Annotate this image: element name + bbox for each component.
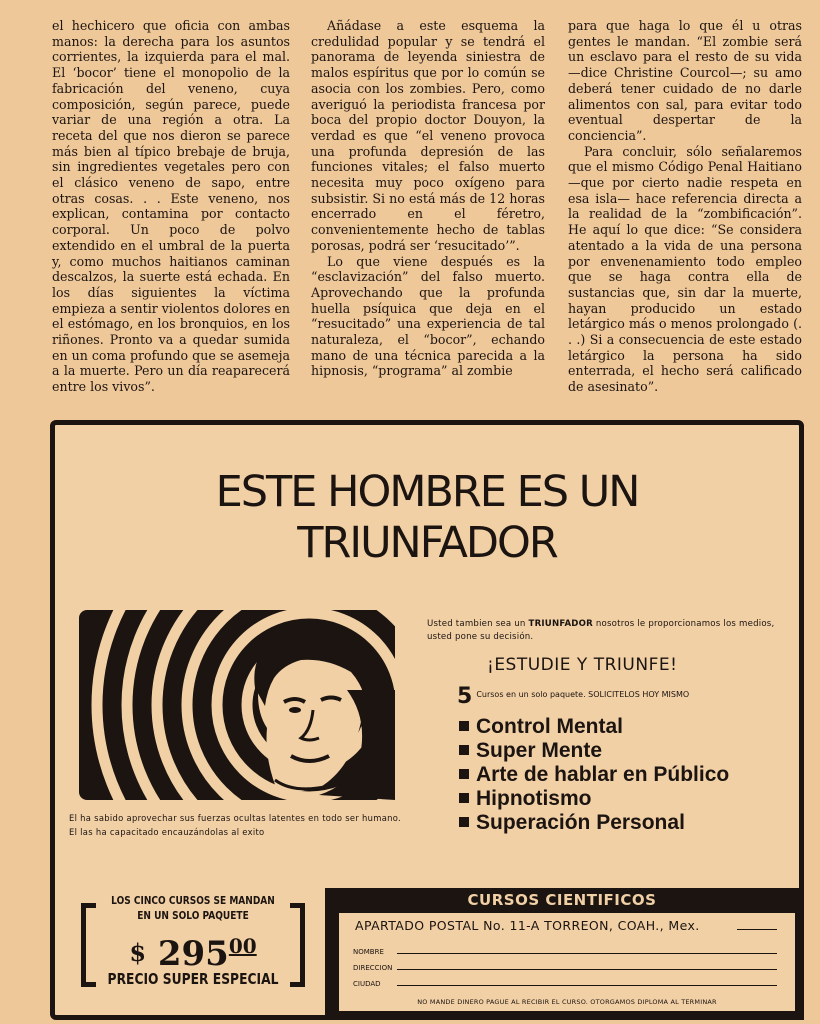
article-column-2 [311, 18, 545, 379]
course-label: Hipnotismo [476, 787, 592, 810]
price-value: 295 [157, 934, 229, 974]
price-note [101, 893, 285, 923]
ad-slogan: ¡ESTUDIE Y TRIUNFE! [487, 655, 678, 675]
course-count-text: Cursos en un solo paquete. SOLICITELOS HOY MISMO [476, 690, 690, 699]
name-field[interactable] [353, 943, 777, 957]
bullet-square-icon [459, 745, 469, 755]
ad-intro-text: nosotros le proporcionamos los medios, usted pone su decisión. [427, 619, 775, 642]
man-portrait-illustration [79, 610, 395, 800]
city-field[interactable] [353, 975, 777, 989]
ad-headline [55, 467, 799, 569]
postal-address: APARTADO POSTAL No. 11-A TORREON, COAH., Mex. [355, 918, 700, 933]
course-item [459, 787, 729, 811]
article-paragraph: para que haga lo que él u otras gentes le mandan. “El zombie será un esclavo para el resto de su vida —dice Christine Courcol—; su amo deberá tener cuidado de no darle alimentos con sal, para evitar todo eventual despertar de la conciencia”. [568, 18, 802, 143]
field-line [397, 953, 777, 954]
portrait-caption: El ha sabido aprovechar sus fuerzas ocultas latentes en todo ser humano. El las ha capacitado encauzándolas al exito [69, 813, 401, 837]
field-line [397, 969, 777, 970]
course-label: Super Mente [476, 739, 603, 762]
field-label: CIUDAD [353, 980, 381, 988]
address-underline [737, 929, 777, 930]
ad-intro-emphasis: TRIUNFADOR [528, 619, 593, 629]
price-cents: 00 [228, 934, 257, 958]
course-count: 5 [457, 684, 473, 709]
article-column-1 [52, 18, 290, 395]
bullet-square-icon [459, 793, 469, 803]
bullet-square-icon [459, 721, 469, 731]
price-amount [81, 927, 305, 973]
course-label: Control Mental [476, 715, 623, 738]
address-field[interactable] [353, 959, 777, 973]
course-item [459, 763, 729, 787]
field-line [397, 985, 777, 986]
price-currency: $ [129, 938, 147, 967]
course-count-line [457, 684, 787, 709]
article-paragraph: el hechicero que oficia con ambas manos: la derecha para los asuntos corrientes, la izquierda para el mal. El ‘bocor’ tiene el monopolio de la fabricación del veneno, cuya composición, según parece, puede variar de una región a otra. La receta del que nos dieron se parece más bien al típico brebaje de bruja, sin ingredientes vegetales pero con el clásico veneno de sapo, entre otras cosas. . . Este veneno, nos explican, contamina por contacto corporal. Un poco de polvo extendido en el umbral de la puerta y, como muchos haitianos caminan descalzos, la suerte está echada. En los días siguientes la víctima empieza a sentir violentos dolores en el estómago, en los bronquios, en los riñones. Pronto va a quedar sumida en un coma profundo que se asemeja a la muerte. Pero un día reaparecerá entre los vivos”. [52, 18, 290, 395]
course-item [459, 739, 729, 763]
price-note-line: EN UN SOLO PAQUETE [137, 909, 249, 922]
field-label: DIRECCION [353, 964, 393, 972]
course-label: Superación Personal [476, 811, 685, 834]
course-list [459, 715, 729, 835]
ad-intro [427, 618, 787, 644]
course-item [459, 811, 729, 835]
price-note-line: LOS CINCO CURSOS SE MANDAN [111, 894, 275, 907]
order-coupon [325, 888, 799, 1015]
article-paragraph: Añádase a este esquema la credulidad popular y se tendrá el panorama de leyenda siniestra de malos espíritus que por lo común se asocia con los zombies. Pero, como averiguó la periodista francesa por boca del propio doctor Douyon, la verdad es que “el veneno provoca una profunda depresión de las funciones vitales; el falso muerto necesita muy poco oxígeno para subsistir. Si no está más de 12 horas encerrado en el féretro, convenientemente hecho de tablas porosas, podrá ser ‘resucitado’”. [311, 18, 545, 253]
coupon-title: CURSOS CIENTIFICOS [467, 891, 657, 909]
coupon-footer: NO MANDE DINERO PAGUE AL RECIBIR EL CURSO. OTORGAMOS DIPLOMA AL TERMINAR [417, 998, 717, 1006]
bullet-square-icon [459, 817, 469, 827]
ad-intro-text: Usted tambien sea un [427, 619, 529, 629]
coupon-body [339, 913, 795, 1011]
ad-headline-line: TRIUNFADOR [297, 518, 557, 568]
advertisement [50, 420, 804, 1020]
ad-headline-line: ESTE HOMBRE ES UN [215, 467, 639, 517]
course-item [459, 715, 729, 739]
price-box [81, 893, 305, 991]
field-label: NOMBRE [353, 948, 384, 956]
price-label: PRECIO SUPER ESPECIAL [107, 970, 279, 988]
article-paragraph: Lo que viene después es la “esclavización” del falso muerto. Aprovechando que la profunda huella psíquica que deja en el “resucitado” una experiencia de tal naturaleza, el “bocor”, echando mano de una técnica parecida a la hipnosis, “programa” al zombie [311, 253, 545, 379]
course-label: Arte de hablar en Público [476, 763, 730, 786]
article-paragraph: Para concluir, sólo señalaremos que el mismo Código Penal Haitiano —que por cierto nadie respeta en esa isla— hace referencia directa a la realidad de la “zombificación”. He aquí lo que dice: “Se considera atentado a la vida de una persona por envenenamiento todo empleo que se haga contra ella de sustancias que, sin dar la muerte, hayan producido un estado letárgico más o menos prolongado (. . .) Si a consecuencia de este estado letárgico la persona ha sido enterrada, el hecho será calificado de asesinato”. [568, 143, 802, 395]
bullet-square-icon [459, 769, 469, 779]
article-column-3 [568, 18, 802, 395]
